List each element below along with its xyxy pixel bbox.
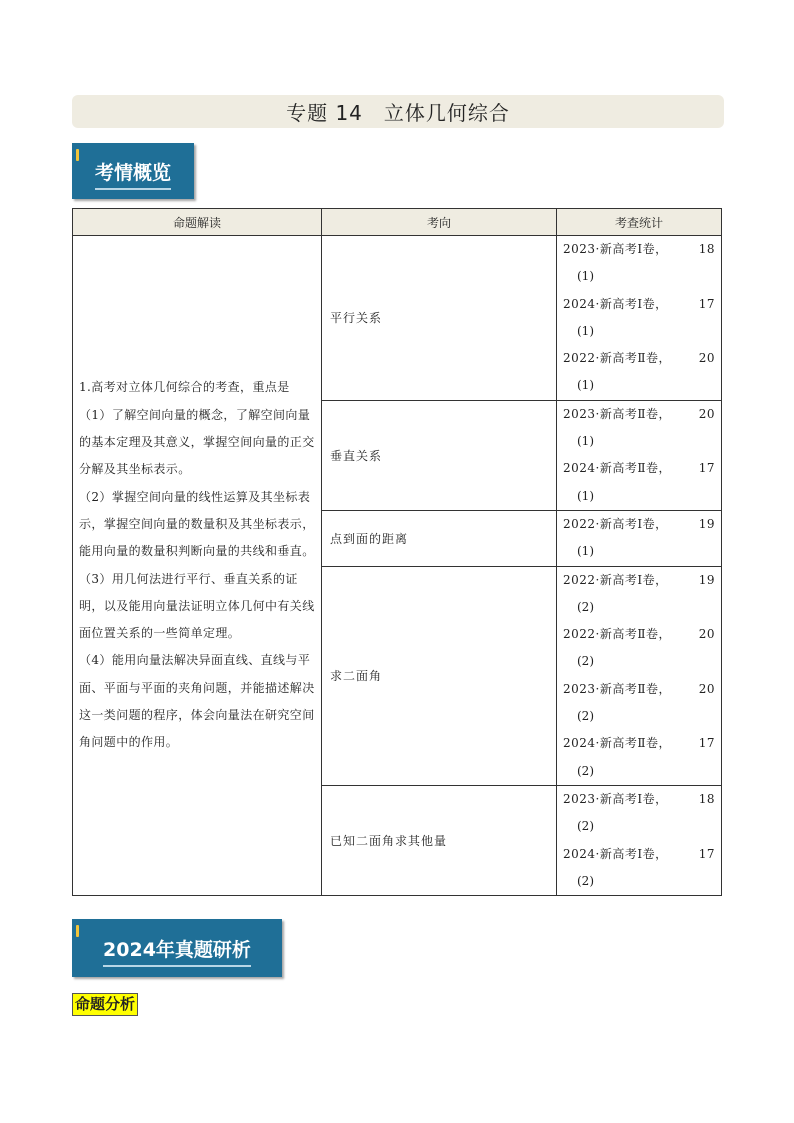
stat-exam-line — [563, 401, 715, 428]
stat-exam: 2024·新高考Ⅰ卷， — [563, 296, 668, 311]
statistics-cell — [557, 566, 722, 785]
statistics-cell — [557, 400, 722, 510]
title-bar — [72, 95, 724, 128]
stat-exam: 2022·新高考Ⅰ卷， — [563, 516, 668, 531]
stat-exam: 2023·新高考Ⅱ卷， — [563, 406, 672, 421]
highlight-label-analysis: 命题分析 — [72, 993, 138, 1016]
stat-exam-line — [563, 511, 715, 538]
stat-question-number: 20 — [698, 681, 715, 696]
stat-exam-line — [563, 730, 715, 757]
header-direction: 考向 — [322, 209, 557, 236]
stat-exam: 2023·新高考Ⅰ卷， — [563, 791, 668, 806]
interpretation-paragraph: 1.高考对立体几何综合的考查，重点是（1）了解空间向量的概念，了解空间向量的基本定理及其意义，掌握空间向量的正交分解及其坐标表示。 — [79, 380, 315, 477]
stat-exam-line — [563, 455, 715, 482]
stat-question-number: 17 — [698, 736, 715, 751]
stat-item — [563, 841, 715, 896]
stat-question-number: 20 — [698, 406, 715, 421]
stat-exam: 2024·新高考Ⅱ卷， — [563, 736, 672, 751]
direction-cell: 已知二面角求其他量 — [322, 785, 557, 895]
interpretation-paragraph: （3）用几何法进行平行、垂直关系的证明，以及能用向量法证明立体几何中有关线面位置关系的一些简单定理。 — [79, 571, 315, 641]
interpretation-paragraph: （2）掌握空间向量的线性运算及其坐标表示，掌握空间向量的数量积及其坐标表示，能用向量的数量积判断向量的共线和垂直。 — [79, 489, 315, 559]
direction-cell: 垂直关系 — [322, 400, 557, 510]
stat-part: (1) — [577, 378, 594, 393]
stat-item — [563, 511, 715, 566]
statistics-cell — [557, 510, 722, 566]
yellow-tick-mark — [76, 925, 79, 937]
stat-exam: 2024·新高考Ⅰ卷， — [563, 846, 668, 861]
stat-question-number: 18 — [698, 791, 715, 806]
stat-question-number: 20 — [698, 627, 715, 642]
stat-part: (1) — [577, 544, 594, 559]
stat-part: (1) — [577, 434, 594, 449]
stat-item — [563, 621, 715, 676]
stat-item — [563, 236, 715, 291]
statistics-cell — [557, 236, 722, 401]
stat-exam-line — [563, 345, 715, 372]
stat-exam: 2024·新高考Ⅱ卷， — [563, 461, 672, 476]
stat-exam-line — [563, 786, 715, 813]
stat-part: (2) — [577, 709, 594, 724]
direction-cell: 求二面角 — [322, 566, 557, 785]
page-title: 专题 14 立体几何综合 — [286, 101, 510, 125]
stat-exam: 2022·新高考Ⅱ卷， — [563, 351, 672, 366]
header-interpretation: 命题解读 — [73, 209, 322, 236]
stat-question-number: 18 — [698, 242, 715, 256]
stat-exam-line — [563, 567, 715, 594]
stat-part: (2) — [577, 654, 594, 669]
stat-exam-line — [563, 291, 715, 318]
stat-item — [563, 730, 715, 785]
stat-item — [563, 567, 715, 622]
stat-part: (1) — [577, 323, 594, 338]
yellow-tick-mark — [76, 149, 79, 161]
stat-part: (2) — [577, 763, 594, 778]
stat-item — [563, 345, 715, 400]
header-statistics: 考查统计 — [557, 209, 722, 236]
section-label-overview-text: 考情概览 — [95, 158, 171, 185]
statistics-cell — [557, 785, 722, 895]
stat-item — [563, 401, 715, 456]
stat-exam: 2023·新高考Ⅰ卷， — [563, 242, 668, 256]
direction-cell: 平行关系 — [322, 236, 557, 401]
stat-part: (1) — [577, 269, 594, 284]
section-label-overview — [72, 143, 194, 199]
section-label-2024-analysis — [72, 919, 282, 977]
stat-question-number: 17 — [698, 461, 715, 476]
stat-question-number: 20 — [698, 351, 715, 366]
stat-item — [563, 291, 715, 346]
stat-exam-line — [563, 841, 715, 868]
section-label-2024-analysis-text: 2024年真题研析 — [103, 935, 251, 962]
stat-item — [563, 455, 715, 510]
table-row — [73, 236, 722, 401]
stat-question-number: 19 — [698, 572, 715, 587]
table-header-row — [73, 209, 722, 236]
stat-exam: 2023·新高考Ⅱ卷， — [563, 681, 672, 696]
stat-item — [563, 786, 715, 841]
stat-question-number: 19 — [698, 516, 715, 531]
interpretation-cell — [73, 236, 322, 896]
stat-question-number: 17 — [698, 846, 715, 861]
stat-item — [563, 676, 715, 731]
stat-part: (2) — [577, 873, 594, 888]
stat-exam-line — [563, 236, 715, 263]
stat-part: (2) — [577, 599, 594, 614]
stat-exam-line — [563, 676, 715, 703]
exam-overview-table — [72, 208, 722, 896]
stat-part: (2) — [577, 819, 594, 834]
stat-exam: 2022·新高考Ⅰ卷， — [563, 572, 668, 587]
stat-exam: 2022·新高考Ⅱ卷， — [563, 627, 672, 642]
stat-part: (1) — [577, 488, 594, 503]
interpretation-paragraph: （4）能用向量法解决异面直线、直线与平面、平面与平面的夹角问题，并能描述解决这一类问题的程序，体会向量法在研究空间角问题中的作用。 — [79, 653, 315, 750]
direction-cell: 点到面的距离 — [322, 510, 557, 566]
stat-question-number: 17 — [698, 296, 715, 311]
stat-exam-line — [563, 621, 715, 648]
